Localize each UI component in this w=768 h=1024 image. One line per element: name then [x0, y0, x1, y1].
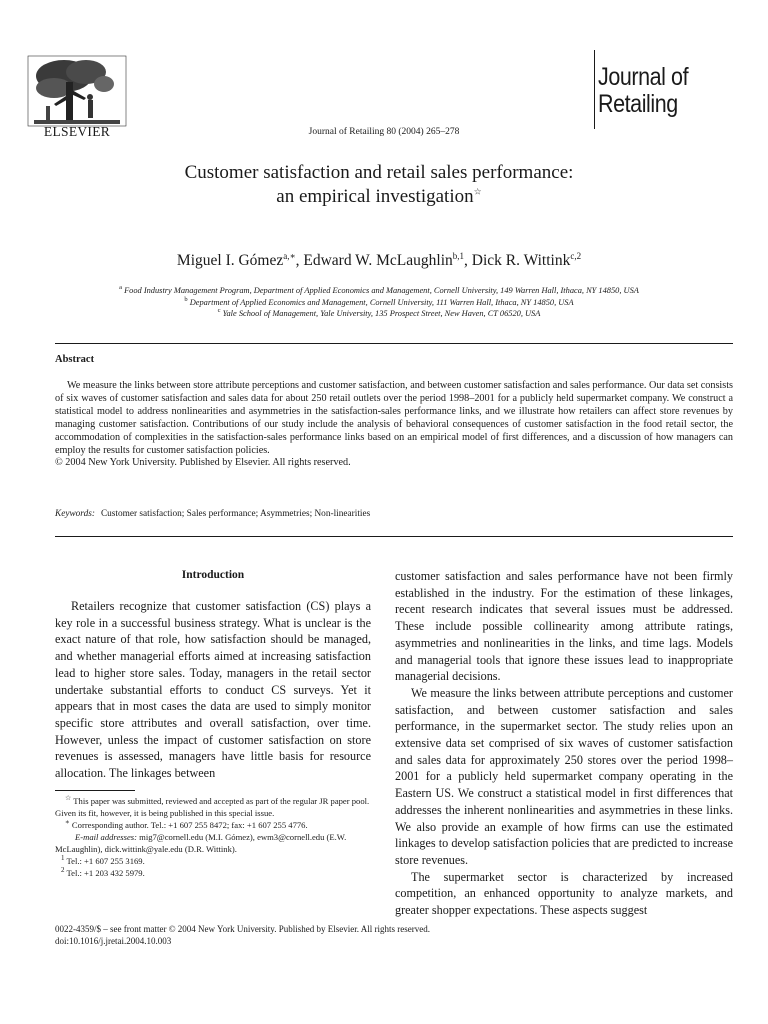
right-column [395, 568, 733, 919]
introduction-heading: Introduction [181, 569, 245, 581]
body-paragraph: We measure the links between attribute perceptions and customer satisfaction, and between customer satisfaction and sales performance, in the supermarket sector. The study relies upon an extensive data set comprised of six waves of customer satisfaction and sales data for approximately 250 stores over the period 1998–2001 for a publicly held supermarket company operating in the Eastern US. We construct a statistical model in first differences that addresses the inherent nonlinearities and asymmetries in these links. We also provide an example of how firms can use the estimated linkages to develop satisfaction policies that are predicted to increase store revenues. [395, 685, 733, 867]
author-marks: c,2 [570, 250, 582, 261]
journal-citation: Journal of Retailing 80 (2004) 265–278 [308, 127, 460, 137]
footnote: E-mail addresses: mig7@cornell.edu (M.I. Gómez), ewm3@cornell.edu (E.W. McLaughlin), dick.wittink@yale.edu (D.R. Wittink). [55, 832, 347, 854]
article-title [0, 161, 758, 209]
body-paragraph: Retailers recognize that customer satisfaction (CS) plays a key role in a successful business strategy. What is unclear is the exact nature of that role, how satisfaction should be managed, and whether managerial efforts aimed at increasing satisfaction lead to higher store sales. Today, managers in the retail sector undertake substantial efforts to conduct CS surveys. Yet it appears that in most cases the data are used to simply monitor specific store attributes and overall satisfaction, over time. However, unless the impact of customer satisfaction on store revenues is assessed, managers have little basis for resource allocation. The linkages between [55, 599, 371, 781]
author-marks: a,∗ [283, 250, 296, 261]
email-addresses[interactable]: mig7@cornell.edu (M.I. Gómez), ewm3@cornell.edu (E.W. McLaughlin), dick.wittink@yale.edu (D.R. Wittink). [55, 832, 347, 854]
footnotes [55, 795, 371, 879]
footnote-rule [55, 790, 135, 791]
body-paragraph: The supermarket sector is characterized by increased competition, an enhanced opportunity to analyze markets, and greater shopper expectations. These aspects suggest [395, 869, 733, 918]
footnote: $^1$ Tel.: +1 607 255 3169. [61, 854, 145, 866]
title-star-mark: ☆ [473, 186, 482, 197]
author-marks: b,1 [452, 250, 465, 261]
author-name: Dick R. Wittink [471, 252, 571, 269]
affiliation: $^c$ Yale School of Management, Yale University, 135 Prospect Street, New Haven, CT 06520, USA [217, 307, 541, 319]
article-title-line1: Customer satisfaction and retail sales performance: [184, 162, 574, 183]
publisher-name: ELSEVIER [43, 124, 111, 139]
divider-top [55, 343, 733, 344]
journal-title [598, 64, 738, 117]
article-title-line2: an empirical investigation [276, 186, 474, 207]
abstract-text: We measure the links between store attribute perceptions and customer satisfaction, and between customer satisfaction and sales performance. Our data set consists of six waves of customer satisfaction and sales data for about 250 retail outlets over the period 1998–2001 for a publicly held supermarket company. We construct a statistical model to address nonlinearities and asymmetries in the satisfaction-sales performance links, and we illustrate how retailers can affect store revenues by managing customer satisfaction. Contributions of our study include the analysis of behavioral consequences of customer satisfaction in the food retail sector, the accommodation of complexities in the satisfaction-sales performance links based on an empirical model of first differences, and a discussion of how managers can employ the results for customer satisfaction policies. [55, 380, 733, 456]
footnote: ☆ This paper was submitted, reviewed and accepted as part of the regular JR paper pool. Given its fit, however, it is being published in this special issue. [55, 794, 370, 818]
abstract-body [55, 380, 733, 470]
left-column [55, 598, 371, 782]
author-name: Miguel I. Gómez [176, 252, 284, 269]
affiliations [0, 285, 758, 320]
abstract-heading: Abstract [55, 354, 95, 365]
abstract-copyright: © 2004 New York University. Published by Elsevier. All rights reserved. [55, 457, 351, 469]
footnote: ∗ Corresponding author. Tel.: +1 607 255 8472; fax: +1 607 255 4776. [65, 818, 308, 830]
author-list: Miguel I. Gómez$^{a,∗}$, Edward W. McLaughlin$^{b,1}$, Dick R. Wittink$^{c,2}$ [176, 250, 582, 269]
author-name: Edward W. McLaughlin [303, 252, 453, 269]
journal-title-rule [594, 50, 595, 129]
keywords-label: Keywords: [55, 509, 95, 519]
divider-bottom [55, 536, 733, 537]
body-paragraph: customer satisfaction and sales performance have not been firmly established in the industry. For the estimation of these linkages, recent research indicates that several issues must be addressed. These include possible collinearity among attribute ratings, asymmetries and nonlinearities in the links, and time lags. Models and managerial tools that ignore these issues lead to inappropriate managerial decisions. [395, 569, 733, 684]
journal-title-line2: Retailing [598, 90, 678, 118]
front-matter-line: 0022-4359/$ – see front matter © 2004 New York University. Published by Elsevier. All rights reserved. [55, 924, 430, 934]
journal-title-line1: Journal of [598, 63, 689, 91]
affiliation: $^b$ Department of Applied Economics and Management, Cornell University, 111 Warren Hall, Ithaca, NY 14850, USA [184, 295, 574, 307]
affiliation: $^a$ Food Industry Management Program, Department of Applied Economics and Management, Cornell University, 149 Warren Hall, Ithaca, NY 14850, USA [119, 284, 639, 295]
keywords-text: Customer satisfaction; Sales performance; Asymmetries; Non-linearities [100, 509, 371, 519]
keywords [55, 509, 370, 519]
doi-link[interactable]: doi:10.1016/j.jretai.2004.10.003 [55, 936, 172, 947]
front-matter [55, 923, 430, 948]
footnote: $^2$ Tel.: +1 203 432 5979. [61, 866, 145, 878]
